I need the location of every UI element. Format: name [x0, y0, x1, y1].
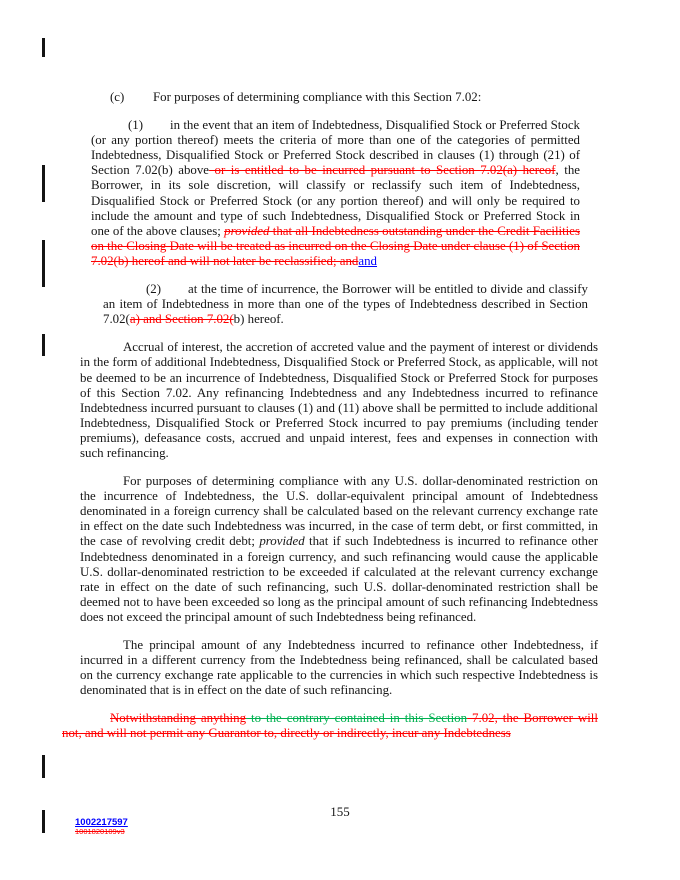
dollar-denominated-paragraph: [80, 474, 598, 625]
deleted-text-run: that all Indebtedness outstanding under the Credit Facilities on the Closing Date will be treated as incurred on the Closing Date under clause (1) of Section 7.02(b) hereof and will not later be reclassified; and: [91, 223, 581, 268]
italic-text-run: provided: [259, 534, 305, 549]
text-run: , the Borrower, in its sole discretion, will classify or reclassify such item of Indebtedness, Disqualified Stock or Preferred Stock (or any portion thereof) and will only be required to include the amount and type of such Indebtedness, Disqualified Stock or Preferred Stock in one of the above clauses;: [91, 163, 580, 238]
page-number: 155: [330, 804, 350, 819]
item-label: (c): [110, 90, 125, 104]
text-run: at the time of incurrence, the Borrower will be entitled to divide and classify an item of Indebtedness in more than one of the types of Indebtedness described in Section 7.02(: [103, 282, 588, 327]
deleted-italic-text-run: provided: [224, 223, 270, 238]
deleted-notwithstanding-paragraph: [62, 711, 598, 741]
change-bar: [42, 755, 45, 778]
clause-c-heading: [110, 90, 598, 105]
inserted-text-run: and: [358, 253, 378, 268]
deleted-text-run: or is entitled to be incurred pursuant to Section 7.02(a) hereof: [209, 163, 556, 178]
doc-id-deleted: 1001820109v3: [75, 826, 125, 836]
deleted-text-run: 7.02, the Borrower will not, and will not permit any Guarantor to, directly or indirectly, incur any Indebtedness: [62, 711, 598, 741]
text-run: that if such Indebtedness is incurred to refinance other Indebtedness denominated in a foreign currency, and such refinancing would cause the applicable U.S. dollar-denominated restriction to be exceeded if calculated at the relevant currency exchange rate in effect on the date of such refinancing, such U.S. dollar-denominated restriction shall be deemed not to have been exceeded so long as the principal amount of such refinancing Indebtedness does not exceed the principal amount of such Indebtedness being refinanced.: [80, 534, 598, 624]
text-run: For purposes of determining compliance with any U.S. dollar-denominated restriction on the incurrence of Indebtedness, the U.S. dollar-equivalent principal amount of Indebtedness denominated in a foreign currency shall be calculated based on the relevant currency exchange rate in effect on the date such Indebtedness was incurred, in the case of term debt, or first committed, in the case of revolving credit debt;: [80, 474, 598, 549]
text-run: Accrual of interest, the accretion of accreted value and the payment of interest or dividends in the form of additional Indebtedness, Disqualified Stock or Preferred Stock, as applicable, will not be deemed to be an incurrence of Indebtedness, Disqualified Stock or Preferred Stock for purposes of this Section 7.02. Any refinancing Indebtedness and any Indebtedness incurred to refinance Indebtedness incurred pursuant to clauses (1) and (11) above shall be permitted to include additional Indebtedness, Disqualified Stock or Preferred Stock incurred to pay premiums (including tender premiums), defeasance costs, accrued and unpaid interest, fees and expenses in connection with such refinancing.: [80, 340, 598, 460]
text-run: in the event that an item of Indebtedness, Disqualified Stock or Preferred Stock (or any portion thereof) meets the criteria of more than one of the categories of permitted Indebtedness, Disqualified Stock or Preferred Stock described in clauses (1) through (21) of Section 7.02(b) above: [91, 118, 580, 178]
text-run: For purposes of determining compliance with this Section 7.02:: [153, 90, 482, 104]
item-label: (1): [128, 118, 144, 133]
deleted-text-run: Notwithstanding anything: [110, 711, 247, 726]
accrual-paragraph: [80, 340, 598, 461]
footer-doc-ids: [75, 818, 128, 836]
change-bar: [42, 165, 45, 202]
text-run: The principal amount of any Indebtedness incurred to refinance other Indebtedness, if incurred in a different currency from the Indebtedness being refinanced, shall be calculated based on the currency exchange rate applicable to the currencies in which such respective Indebtedness is denominated that is in effect on the date of such refinancing.: [80, 638, 598, 698]
doc-id-inserted: 1002217597: [75, 817, 128, 828]
refinance-principal-paragraph: [80, 638, 598, 698]
text-run: b) hereof.: [233, 312, 284, 327]
deleted-green-text-run: to the contrary contained in this Section: [246, 711, 468, 726]
change-bar: [42, 38, 45, 57]
clause-c-item-2: [103, 282, 588, 327]
change-bar: [42, 240, 45, 287]
clause-c-item-1: [91, 118, 580, 269]
change-bar: [42, 334, 45, 356]
item-label: (2): [146, 282, 162, 297]
document-body: [62, 90, 598, 755]
deleted-text-run: a) and Section 7.02(: [129, 312, 234, 327]
